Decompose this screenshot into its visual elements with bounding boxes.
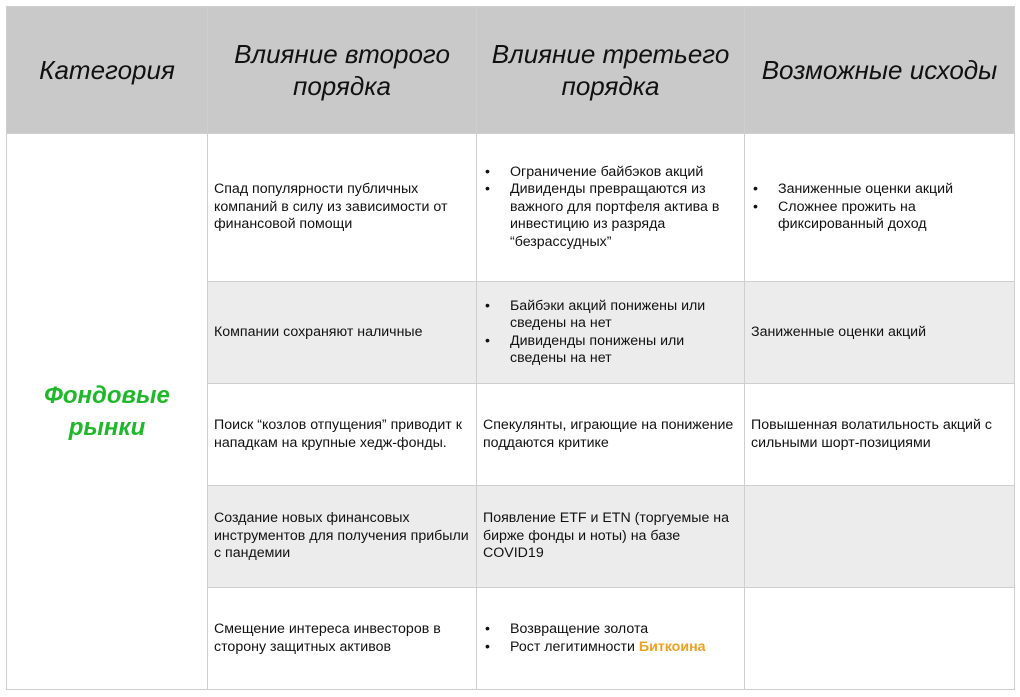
impact-table: [6, 6, 1014, 690]
third-order-cell: Появление ETF и ETN (торгуемые на бирже фонды и ноты) на базе COVID19: [477, 486, 745, 588]
header-second-order: Влияние второго порядка: [208, 7, 477, 134]
second-order-cell: Создание новых финансовых инструментов для получения прибыли с пандемии: [208, 486, 477, 588]
list-item: • Заниженные оценки акций: [751, 181, 1008, 199]
category-cell: Фондовые рынки: [7, 134, 208, 690]
header-third-order: Влияние третьего порядка: [477, 7, 745, 134]
third-order-cell: [477, 282, 745, 384]
outcomes-cell: [745, 486, 1015, 588]
list-item: • Дивиденды понижены или сведены на нет: [483, 333, 738, 368]
third-order-cell: [477, 588, 745, 690]
third-order-cell: Спекулянты, играющие на понижение поддаются критике: [477, 384, 745, 486]
third-order-cell: [477, 134, 745, 282]
list-item: • Ограничение байбэков акций: [483, 164, 738, 182]
outcomes-cell: Заниженные оценки акций: [745, 282, 1015, 384]
outcomes-cell: [745, 134, 1015, 282]
list-item: • Дивиденды превращаются из важного для портфеля актива в инвестицию из разряда “безрассудных”: [483, 181, 738, 251]
second-order-cell: Смещение интереса инвесторов в сторону защитных активов: [208, 588, 477, 690]
header-row: [7, 7, 1015, 134]
list-item: [483, 639, 738, 657]
header-outcomes: Возможные исходы: [745, 7, 1015, 134]
bitcoin-highlight: Биткоина: [638, 638, 706, 655]
list-item: • Байбэки акций понижены или сведены на нет: [483, 298, 738, 333]
second-order-cell: Поиск “козлов отпущения” приводит к нападкам на крупные хедж-фонды.: [208, 384, 477, 486]
list-item: • Возвращение золота: [483, 621, 738, 639]
list-item: • Сложнее прожить на фиксированный доход: [751, 199, 1008, 234]
table-row: [7, 134, 1015, 282]
header-category: Категория: [7, 7, 208, 134]
list-item-text: Рост легитимности: [510, 638, 635, 655]
second-order-cell: Спад популярности публичных компаний в силу из зависимости от финансовой помощи: [208, 134, 477, 282]
outcomes-cell: Повышенная волатильность акций с сильными шорт-позициями: [745, 384, 1015, 486]
second-order-cell: Компании сохраняют наличные: [208, 282, 477, 384]
outcomes-cell: [745, 588, 1015, 690]
